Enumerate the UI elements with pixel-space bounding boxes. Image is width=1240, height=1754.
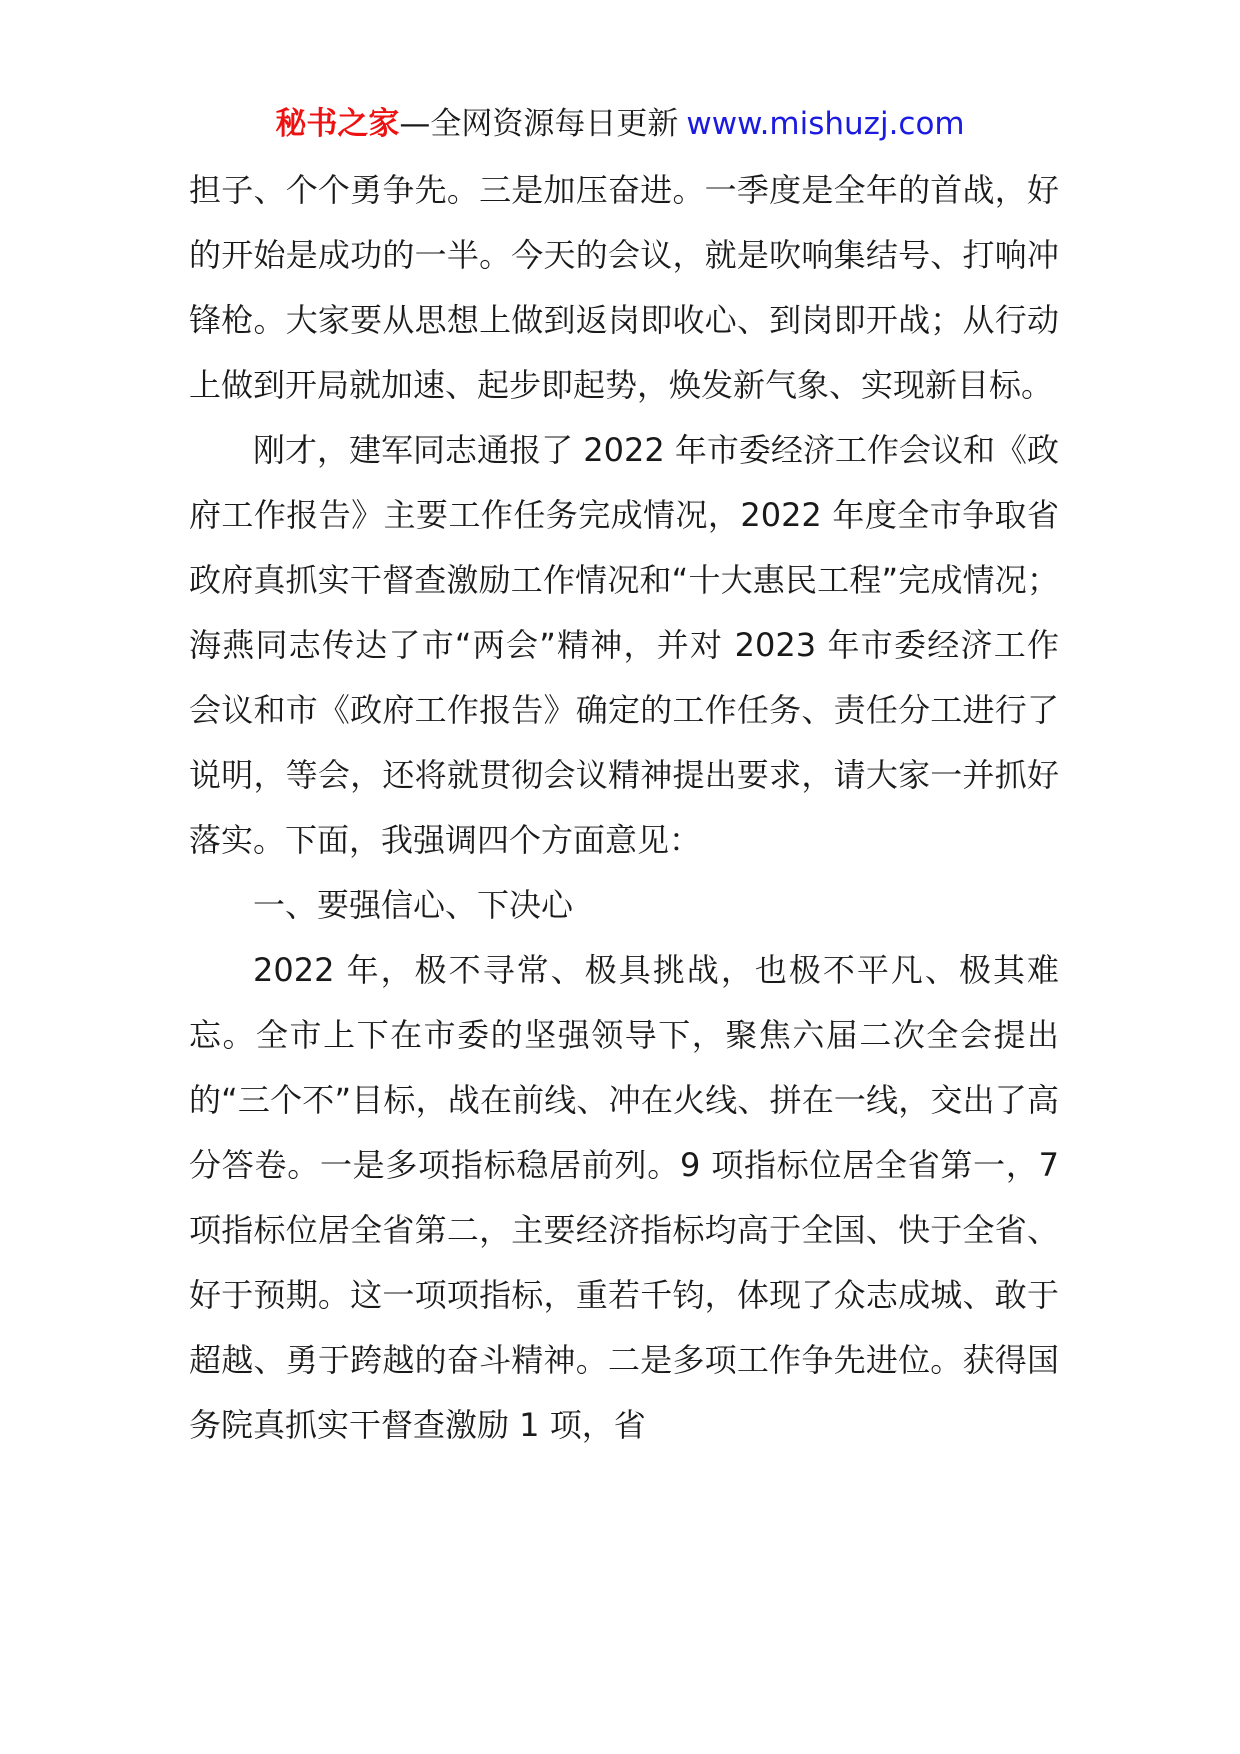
paragraph-continued: 担子、个个勇争先。三是加压奋进。一季度是全年的首战，好的开始是成功的一半。今天的会议，就是吹响集结号、打响冲锋枪。大家要从思想上做到返岗即收心、到岗即开战；从行动上做到开局就加速、起步即起势，焕发新气象、实现新目标。 — [189, 171, 1059, 404]
header-tagline: —全网资源每日更新 — [399, 106, 679, 142]
paragraph-2022-review: 2022 年，极不寻常、极具挑战，也极不平凡、极其难忘。全市上下在市委的坚强领导下，聚焦六届二次全会提出的“三个不”目标，战在前线、冲在火线、拼在一线，交出了高分答卷。一是多项指标稳居前列。9 项指标位居全省第一，7 项指标位居全省第二，主要经济指标均高于全国、快于全省、好于预期。这一项项指标，重若千钧，体现了众志成城、敢于超越、勇于跨越的奋斗精神。二是多项工作争先进位。获得国务院真抓实干督查激励 1 项，省 — [189, 951, 1059, 1444]
page-header — [0, 102, 1240, 146]
site-url[interactable]: www.mishuzj.com — [686, 106, 965, 142]
document-body — [189, 158, 1059, 1458]
section-heading: 一、要强信心、下决心 — [253, 886, 574, 924]
brand-name: 秘书之家 — [275, 106, 400, 142]
paragraph-meeting-summary: 刚才，建军同志通报了 2022 年市委经济工作会议和《政府工作报告》主要工作任务完成情况，2022 年度全市争取省政府真抓实干督查激励工作情况和“十大惠民工程”完成情况；海燕同志传达了市“两会”精神，并对 2023 年市委经济工作会议和市《政府工作报告》确定的工作任务、责任分工进行了说明，等会，还将就贯彻会议精神提出要求，请大家一并抓好落实。下面，我强调四个方面意见： — [189, 431, 1059, 859]
